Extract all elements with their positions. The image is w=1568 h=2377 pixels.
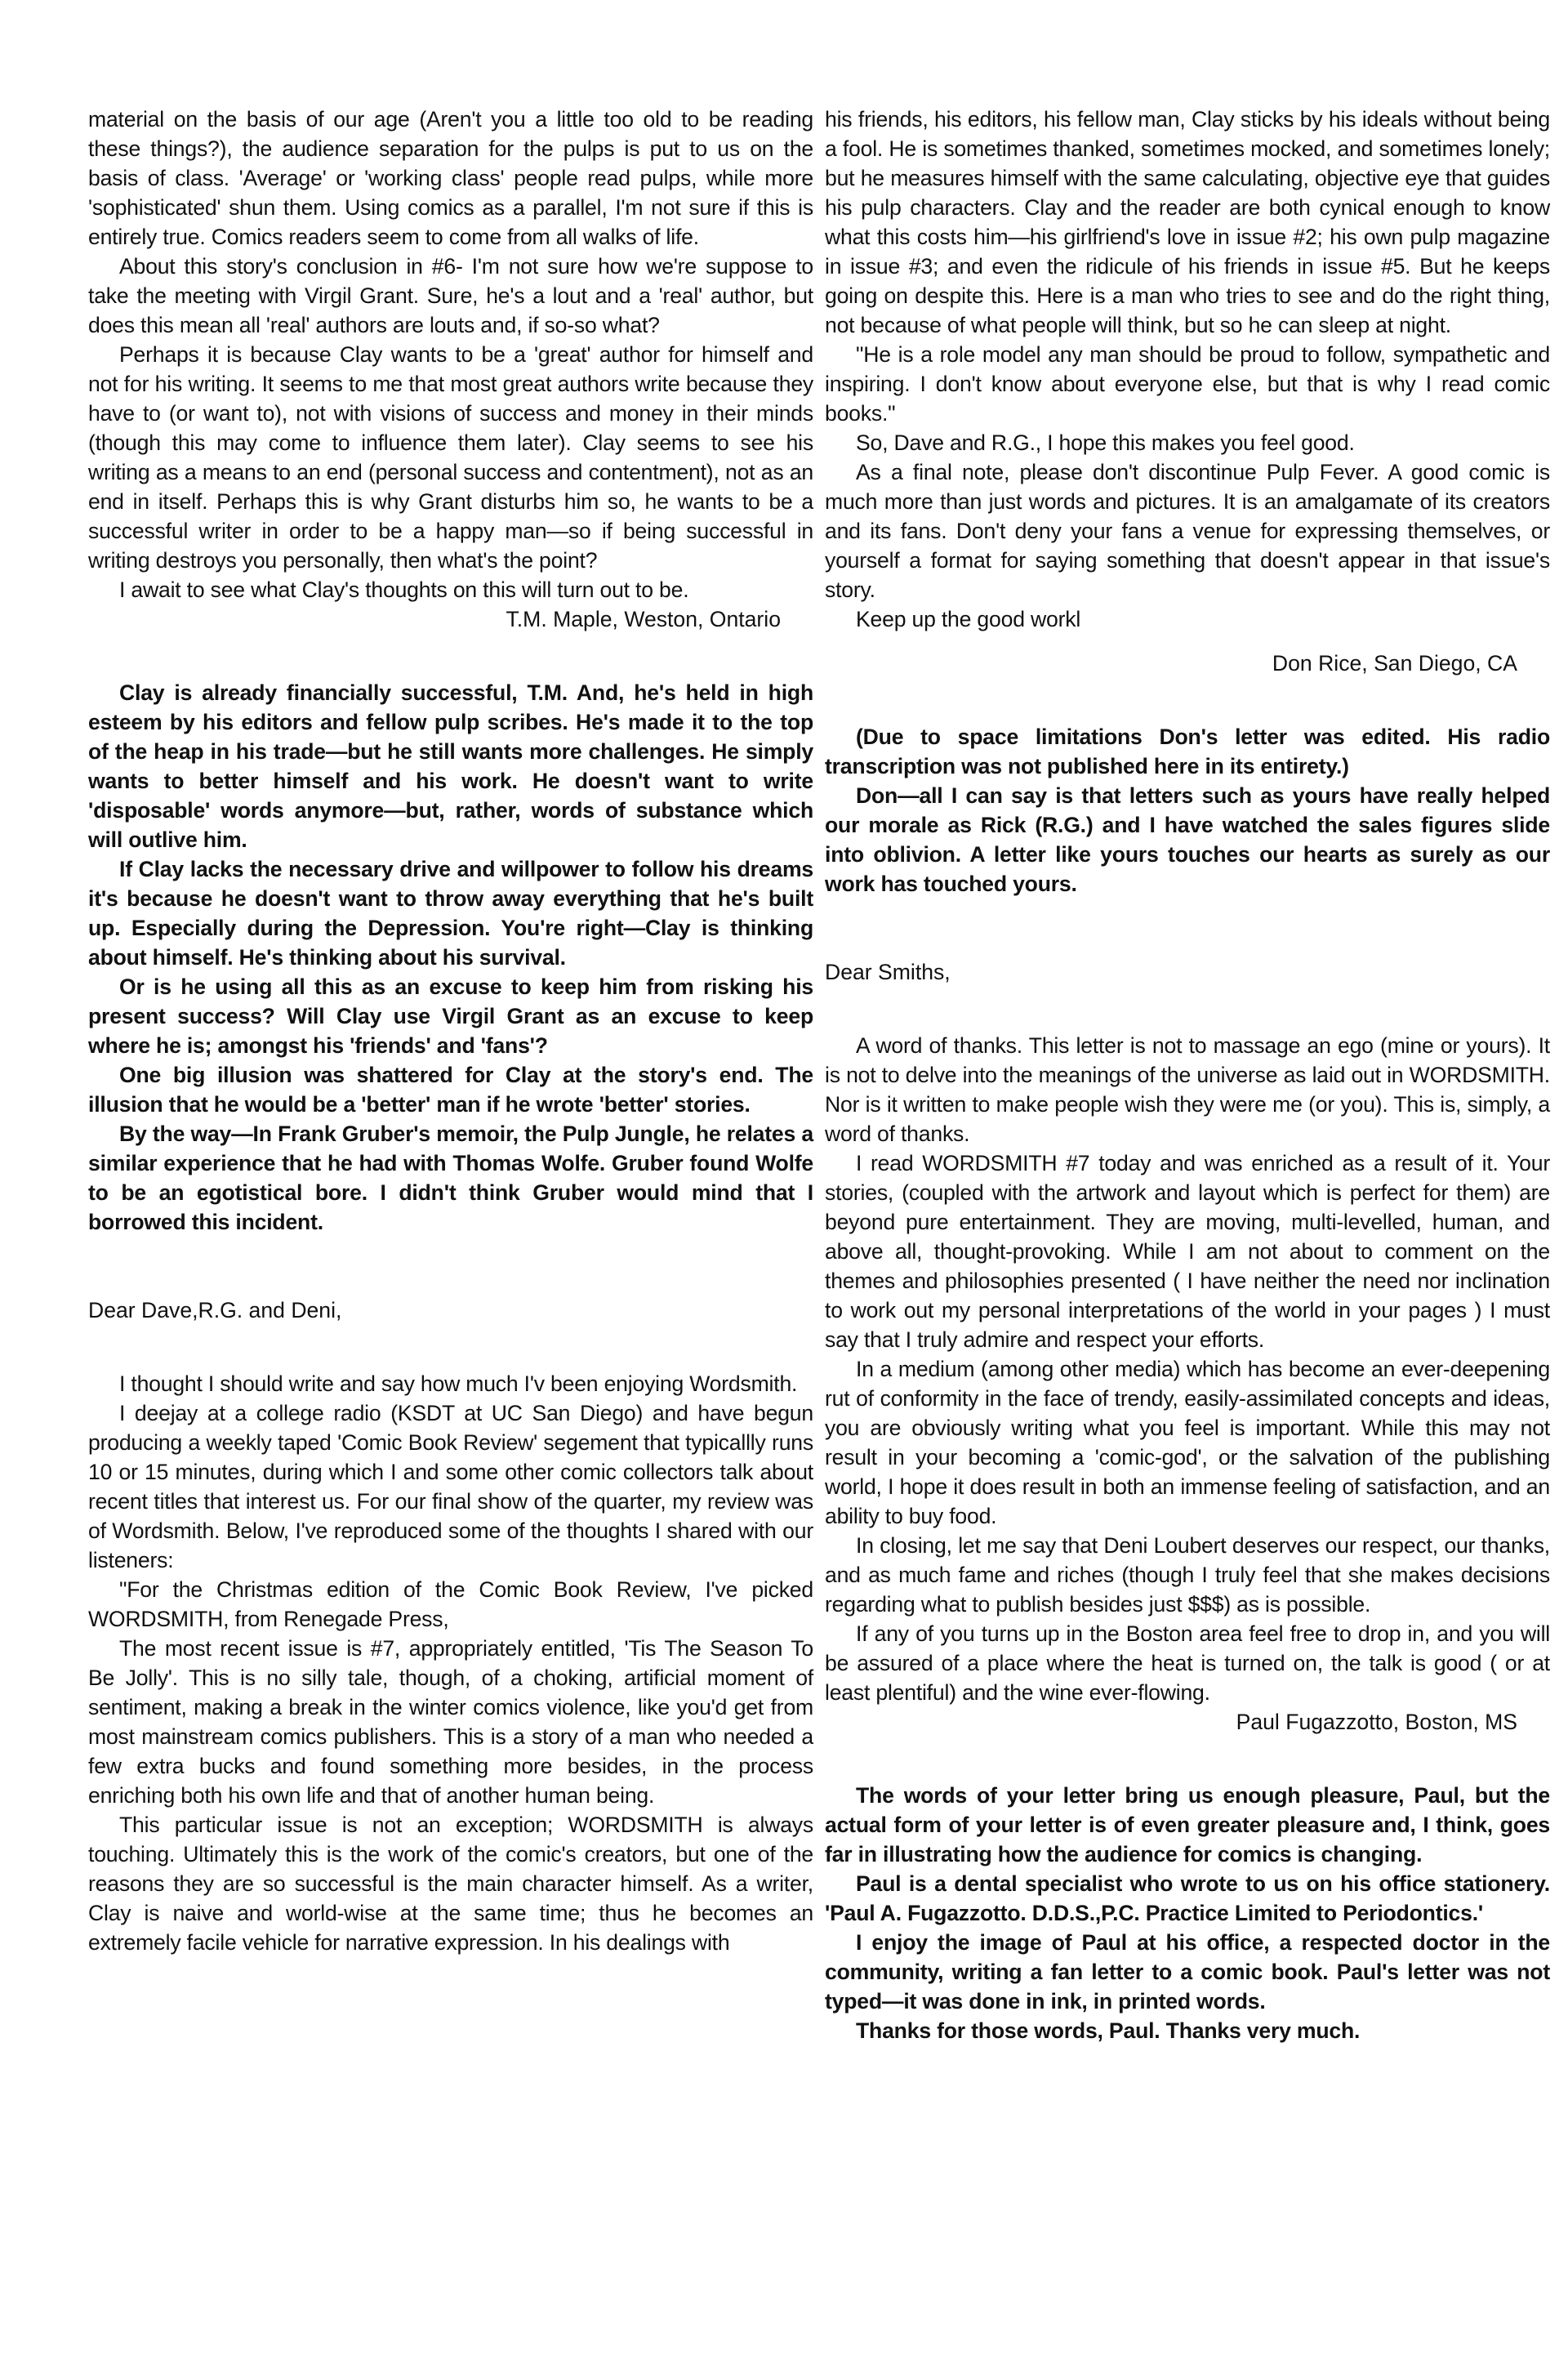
letter-paragraph: If any of you turns up in the Boston area feel free to drop in, and you will be assured of a place where the heat is turned on, the talk is good ( or at least plentiful) and the wine ever-flowing. <box>825 1621 1550 1705</box>
letter-signature: Don Rice, San Diego, CA <box>1272 651 1517 676</box>
don-rice-letter-continued <box>825 105 1550 678</box>
reply-paragraph: Clay is already financially successful, T.M. And, he's held in high esteem by his editors and fellow pulp scribes. He's made it to the top of the heap in his trade—but he still wants more challenges. He simply wants to better himself and his work. He doesn't want to write 'disposable' words anymore—but, rather, words of substance which will outlive him. <box>88 680 813 852</box>
letter-paragraph: his friends, his editors, his fellow man, Clay sticks by his ideals without being a fool. He is sometimes thanked, sometimes mocked, and sometimes lonely; but he measures himself with the same calculating, objective eye that guides his pulp characters. Clay and the reader are both cynical enough to know what this costs him—his girlfriend's love in issue #2; his own pulp magazine in issue #3; and even the ridicule of his friends in issue #5. But he keeps going on despite this. Here is a man who tries to see and do the right thing, not because of what people will think, but so he can sleep at night. <box>825 107 1550 337</box>
letter-paragraph: I deejay at a college radio (KSDT at UC San Diego) and have begun producing a weekly taped 'Comic Book Review' segement that typicallly runs 10 or 15 minutes, during which I and some other comic collectors talk about recent titles that interest us. For our final show of the quarter, my review was of Wordsmith. Below, I've reproduced some of the thoughts I shared with our listeners: <box>88 1401 813 1572</box>
reply-paragraph: The words of your letter bring us enough pleasure, Paul, but the actual form of your letter is of even greater pleasure and, I think, goes far in illustrating how the audience for comics is changing. <box>825 1783 1550 1866</box>
reply-paragraph: One big illusion was shattered for Clay at the story's end. The illusion that he would be a 'better' man if he wrote 'better' stories. <box>88 1063 813 1117</box>
letter-paragraph: This particular issue is not an exception; WORDSMITH is always touching. Ultimately this is the work of the comic's creators, but one of the reasons they are so successful is the main character himself. As a writer, Clay is naive and world-wise at the same time; thus he becomes an extremely facile vehicle for narrative expression. In his dealings with <box>88 1813 813 1955</box>
letter-paragraph: "He is a role model any man should be proud to follow, sympathetic and inspiring. I don't know about everyone else, but that is why I read comic books." <box>825 342 1550 426</box>
paul-fugazzotto-letter <box>825 957 1550 1737</box>
letter-paragraph: In closing, let me say that Deni Loubert deserves our respect, our thanks, and as much fame and riches (though I truly feel that she makes decisions regarding what to publish besides just $$$) as is possible. <box>825 1533 1550 1617</box>
left-column <box>88 105 813 1957</box>
reply-paragraph: Paul is a dental specialist who wrote to us on his office stationery. 'Paul A. Fugazzotto. D.D.S.,P.C. Practice Limited to Periodontics.' <box>825 1871 1550 1925</box>
reply-paragraph: If Clay lacks the necessary drive and willpower to follow his dreams it's because he doesn't want to throw away everything that he's built up. Especially during the Depression. You're right—Clay is thinking about himself. He's thinking about his survival. <box>88 857 813 970</box>
letter-paragraph: material on the basis of our age (Aren't you a little too old to be reading these things?), the audience separation for the pulps is put to us on the basis of class. 'Average' or 'working class' people read pulps, while more 'sophisticated' shun them. Using comics as a parallel, I'm not sure if this is entirely true. Comics readers seem to come from all walks of life. <box>88 107 813 249</box>
letter-paragraph: I thought I should write and say how much I'v been enjoying Wordsmith. <box>119 1371 798 1396</box>
letter-paragraph: Perhaps it is because Clay wants to be a 'great' author for himself and not for his writing. It seems to me that most great authors write because they have to (or want to), not with visions of success and money in their minds (though this may come to influence them later). Clay seems to see his writing as a means to an end (personal success and contentment), not as an end in itself. Perhaps this is why Grant disturbs him so, he wants to be a successful writer in order to be a happy man—so if being successful in writing destroys you personally, then what's the point? <box>88 342 813 573</box>
tm-maple-letter <box>88 105 813 634</box>
editor-reply-don-rice <box>825 722 1550 899</box>
letter-paragraph: "For the Christmas edition of the Comic Book Review, I've picked WORDSMITH, from Renegade Press, <box>88 1577 813 1631</box>
letter-greeting: Dear Smiths, <box>825 960 951 984</box>
editor-reply-tm-maple <box>88 678 813 1237</box>
don-rice-letter <box>88 1296 813 1957</box>
letter-paragraph: In a medium (among other media) which has become an ever-deepening rut of conformity in the face of trendy, easily-assimilated concepts and ideas, you are obviously writing what you feel is important. While this may not result in your becoming a 'comic-god', or the salvation of the publishing world, I hope it does result in both an immense feeling of satisfaction, and an ability to buy food. <box>825 1357 1550 1528</box>
right-column <box>825 105 1550 2045</box>
reply-paragraph: Thanks for those words, Paul. Thanks very much. <box>856 2018 1361 2043</box>
reply-paragraph: Or is he using all this as an excuse to keep him from risking his present success? Will Clay use Virgil Grant as an excuse to keep where he is; amongst his 'friends' and 'fans'? <box>88 974 813 1058</box>
letter-signature: Paul Fugazzotto, Boston, MS <box>1236 1710 1517 1734</box>
letter-paragraph: About this story's conclusion in #6- I'm not sure how we're suppose to take the meeting with Virgil Grant. Sure, he's a lout and a 'real' author, but does this mean all 'real' authors are louts and, if so-so what? <box>88 254 813 337</box>
letter-paragraph: So, Dave and R.G., I hope this makes you feel good. <box>856 430 1355 455</box>
letter-paragraph: The most recent issue is #7, appropriately entitled, 'Tis The Season To Be Jolly'. This is no silly tale, though, of a choking, artificial moment of sentiment, making a break in the winter comics violence, like you'd get from most mainstream comics publishers. This is a story of a man who needed a few extra bucks and found something more besides, in the process enriching both his own life and that of another human being. <box>88 1636 813 1808</box>
reply-paragraph: (Due to space limitations Don's letter was edited. His radio transcription was not published here in its entirety.) <box>825 725 1550 778</box>
letter-paragraph: I await to see what Clay's thoughts on this will turn out to be. <box>119 578 689 602</box>
letter-paragraph: As a final note, please don't discontinue Pulp Fever. A good comic is much more than just words and pictures. It is an amalgamate of its creators and its fans. Don't deny your fans a venue for expressing themselves, or yourself a format for saying something that doesn't appear in that issue's story. <box>825 460 1550 602</box>
reply-paragraph: I enjoy the image of Paul at his office, a respected doctor in the community, writing a fan letter to a comic book. Paul's letter was not typed—it was done in ink, in printed words. <box>825 1930 1550 2014</box>
letter-paragraph: Keep up the good workl <box>856 607 1081 631</box>
letter-paragraph: I read WORDSMITH #7 today and was enriched as a result of it. Your stories, (coupled with the artwork and layout which is perfect for them) are beyond pure entertainment. They are moving, multi-levelled, human, and above all, thought-provoking. While I am not about to comment on the themes and philosophies presented ( I have neither the need nor inclination to work out my personal interpretations of the world in your pages ) I must say that I truly admire and respect your efforts. <box>825 1151 1550 1352</box>
letter-paragraph: A word of thanks. This letter is not to massage an ego (mine or yours). It is not to delve into the meanings of the universe as laid out in WORDSMITH. Nor is it written to make people wish they were me (or you). This is, simply, a word of thanks. <box>825 1033 1550 1146</box>
letter-signature: T.M. Maple, Weston, Ontario <box>506 607 781 631</box>
reply-paragraph: By the way—In Frank Gruber's memoir, the Pulp Jungle, he relates a similar experience that he had with Thomas Wolfe. Gruber found Wolfe to be an egotistical bore. I didn't think Gruber would mind that I borrowed this incident. <box>88 1122 813 1234</box>
reply-paragraph: Don—all I can say is that letters such as yours have really helped our morale as Rick (R.G.) and I have watched the sales figures slide into oblivion. A letter like yours touches our hearts as surely as our work has touched yours. <box>825 783 1550 896</box>
letter-greeting: Dear Dave,R.G. and Deni, <box>88 1298 342 1322</box>
editor-reply-paul <box>825 1781 1550 2045</box>
